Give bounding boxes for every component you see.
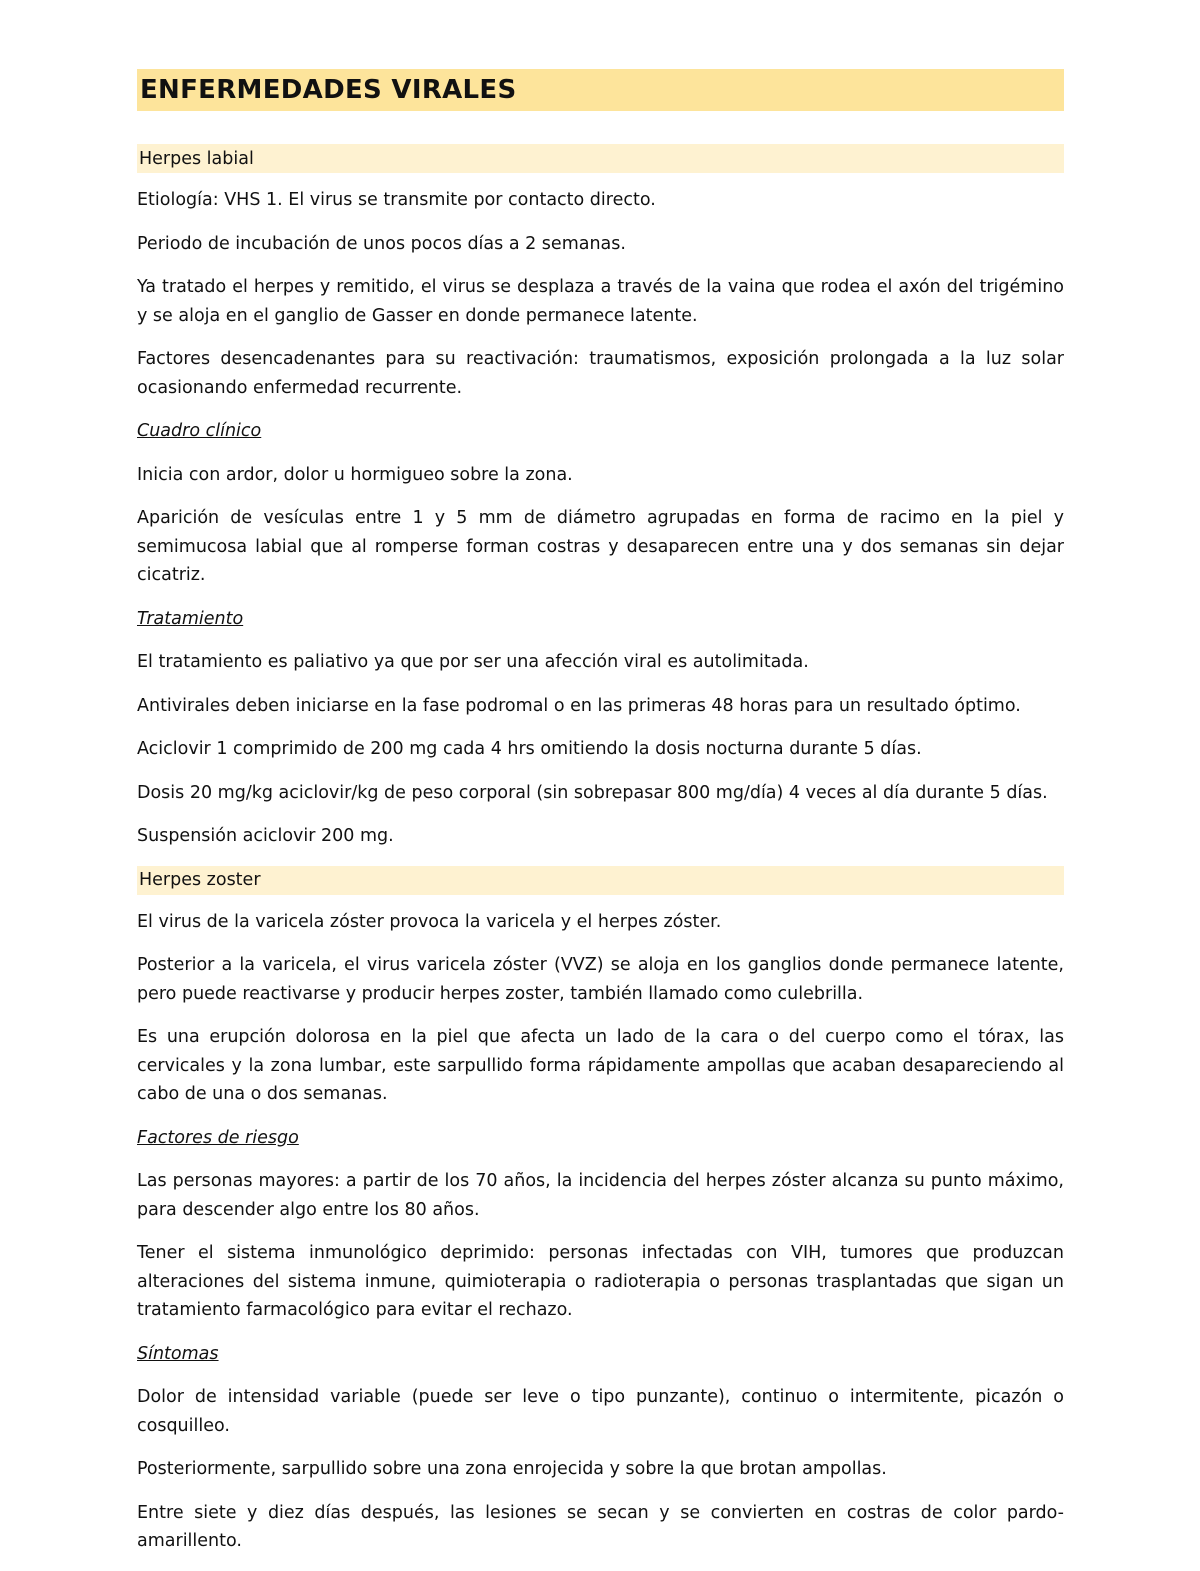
section-heading-herpes-zoster: Herpes zoster <box>137 866 1064 895</box>
paragraph: Dolor de intensidad variable (puede ser leve o tipo punzante), continuo o intermitente, picazón o cosquilleo. <box>137 1387 1064 1436</box>
subheading-factores-de-riesgo: Factores de riesgo <box>137 1127 299 1148</box>
document-page <box>137 69 1064 1571</box>
document-title-bar <box>137 69 1064 111</box>
paragraph: Antivirales deben iniciarse en la fase podromal o en las primeras 48 horas para un resultado óptimo. <box>137 695 1021 716</box>
paragraph: Etiología: VHS 1. El virus se transmite por contacto directo. <box>137 190 656 210</box>
subheading-sintomas: Síntomas <box>137 1343 219 1364</box>
paragraph: Periodo de incubación de unos pocos días a 2 semanas. <box>137 233 626 254</box>
paragraph: Es una erupción dolorosa en la piel que afecta un lado de la cara o del cuerpo como el tórax, las cervicales y la zona lumbar, este sarpullido forma rápidamente ampollas que acaban desapareciendo al cabo de una o dos semanas. <box>137 1027 1064 1104</box>
paragraph: Inicia con ardor, dolor u hormigueo sobre la zona. <box>137 464 573 485</box>
paragraph: Entre siete y diez días después, las lesiones se secan y se convierten en costras de color pardo-amarillento. <box>137 1502 1064 1551</box>
paragraph: Posterior a la varicela, el virus varicela zóster (VVZ) se aloja en los ganglios donde permanece latente, pero puede reactivarse y producir herpes zoster, también llamado como culebrilla. <box>137 955 1064 1004</box>
paragraph: Las personas mayores: a partir de los 70 años, la incidencia del herpes zóster alcanza su punto máximo, para descender algo entre los 80 años. <box>137 1171 1064 1220</box>
paragraph: Factores desencadenantes para su reactivación: traumatismos, exposición prolongada a la luz solar ocasionando enfermedad recurrente. <box>137 349 1064 398</box>
paragraph: Posteriormente, sarpullido sobre una zona enrojecida y sobre la que brotan ampollas. <box>137 1459 887 1479</box>
paragraph: Suspensión aciclovir 200 mg. <box>137 826 394 846</box>
paragraph: Aparición de vesículas entre 1 y 5 mm de diámetro agrupadas en forma de racimo en la piel y semimucosa labial que al romperse forman costras y desaparecen entre una y dos semanas sin dejar cicatriz. <box>137 508 1064 585</box>
section-heading-herpes-labial: Herpes labial <box>137 144 1064 173</box>
paragraph: El tratamiento es paliativo ya que por ser una afección viral es autolimitada. <box>137 652 809 672</box>
document-title: ENFERMEDADES VIRALES <box>140 75 517 105</box>
paragraph: El virus de la varicela zóster provoca la varicela y el herpes zóster. <box>137 911 722 932</box>
subheading-cuadro-clinico: Cuadro clínico <box>137 421 262 441</box>
paragraph: Ya tratado el herpes y remitido, el virus se desplaza a través de la vaina que rodea el axón del trigémino y se aloja en el ganglio de Gasser en donde permanece latente. <box>137 277 1064 326</box>
paragraph: Dosis 20 mg/kg aciclovir/kg de peso corporal (sin sobrepasar 800 mg/día) 4 veces al día durante 5 días. <box>137 782 1048 803</box>
paragraph: Tener el sistema inmunológico deprimido: personas infectadas con VIH, tumores que produzcan alteraciones del sistema inmune, quimioterapia o radioterapia o personas trasplantadas que sigan un tratamiento farmacológico para evitar el rechazo. <box>137 1243 1064 1320</box>
subheading-tratamiento: Tratamiento <box>137 608 244 629</box>
paragraph: Aciclovir 1 comprimido de 200 mg cada 4 hrs omitiendo la dosis nocturna durante 5 días. <box>137 739 922 759</box>
